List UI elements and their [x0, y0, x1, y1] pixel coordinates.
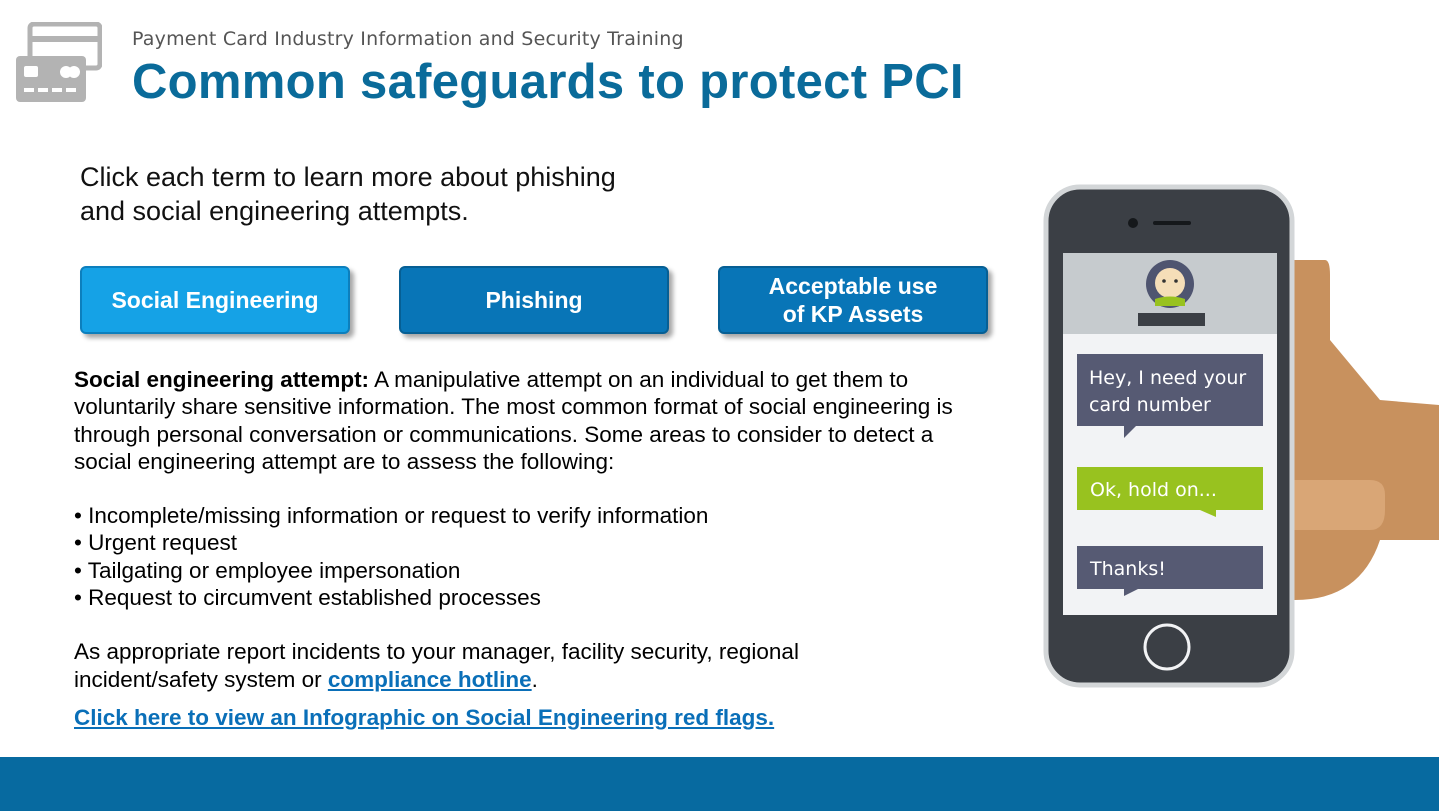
- infographic-link[interactable]: Click here to view an Infographic on Social Engineering red flags.: [74, 705, 775, 730]
- chat-bubble-2: [1077, 467, 1263, 517]
- chat-message-2: Ok, hold on...: [1090, 479, 1217, 501]
- list-item: • Incomplete/missing information or request to verify information: [74, 502, 984, 529]
- instructions-line-1: Click each term to learn more about phishing: [80, 162, 616, 192]
- compliance-hotline-link[interactable]: compliance hotline: [327, 666, 532, 692]
- list-item: • Urgent request: [74, 529, 984, 556]
- instructions: [80, 160, 680, 228]
- chat-message-3: Thanks!: [1090, 558, 1166, 580]
- chat-message-1-line-1: Hey, I need your: [1089, 367, 1247, 389]
- hand-illustration: [1290, 260, 1439, 600]
- acceptable-use-label-line-1: Acceptable use: [768, 273, 938, 299]
- acceptable-use-button[interactable]: [718, 266, 988, 334]
- phishing-button-label: Phishing: [485, 287, 583, 313]
- report-text-end: .: [531, 666, 538, 692]
- report-text: As appropriate report incidents to your manager, facility security, regional incident/safety system or: [74, 639, 799, 692]
- list-item: • Tailgating or employee impersonation: [74, 557, 984, 584]
- avatar: [1146, 260, 1194, 308]
- footer-bar: [0, 757, 1439, 811]
- acceptable-use-label-line-2: of KP Assets: [782, 301, 924, 327]
- definition-term: Social engineering attempt:: [74, 367, 370, 392]
- acceptable-use-button-label: [769, 272, 938, 328]
- phishing-button[interactable]: [399, 266, 669, 334]
- report-paragraph: [74, 638, 854, 693]
- definition-text: A manipulative attempt on an individual to get them to voluntarily share sensitive information. The most common format of social engineering is through personal conversation or communications. Some areas to consider to detect a social engineering attempt are to assess the following:: [74, 367, 953, 474]
- chat-bubble-3: [1077, 546, 1263, 596]
- chat-message-1-line-2: card number: [1089, 394, 1211, 416]
- instructions-line-2: and social engineering attempts.: [80, 196, 469, 226]
- red-flags-list: [74, 502, 984, 611]
- list-item: • Request to circumvent established processes: [74, 584, 984, 611]
- chat-bubble-1: [1077, 354, 1263, 438]
- definition-paragraph: [74, 366, 984, 475]
- page-title: Common safeguards to protect PCI: [132, 55, 964, 109]
- social-engineering-button[interactable]: [80, 266, 350, 334]
- social-engineering-button-label: Social Engineering: [111, 287, 319, 313]
- term-description: [74, 366, 984, 693]
- course-title: Payment Card Industry Information and Security Training: [132, 28, 684, 50]
- phone-chat-illustration: [1040, 180, 1439, 690]
- credit-card-icon: [14, 22, 102, 104]
